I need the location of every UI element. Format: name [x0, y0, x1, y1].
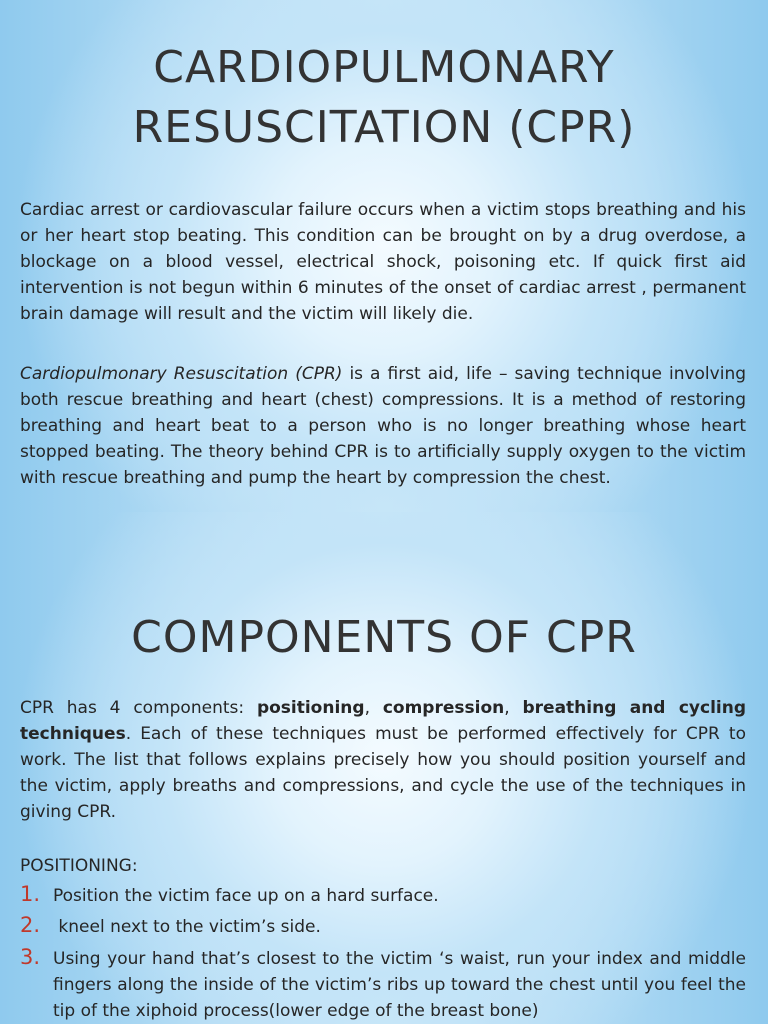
list-item-number: 2. [20, 913, 41, 937]
list-item-number: 3. [20, 945, 41, 969]
slide-components-of-cpr [0, 512, 768, 1024]
component-breathing-cycling: breathing and cycling techniques [20, 698, 746, 744]
list-item-number: 1. [20, 882, 41, 906]
component-compression: compression [382, 698, 505, 718]
cpr-definition-paragraph [20, 361, 746, 491]
slide-title-line-2: RESUSCITATION (CPR) [132, 102, 636, 153]
slide-title-line-1: CARDIOPULMONARY [153, 42, 615, 93]
intro-start: CPR has 4 components: [20, 698, 257, 718]
cardiac-arrest-paragraph: Cardiac arrest or cardiovascular failure occurs when a victim stops breathing and his or her heart stop beating. This condition can be brought on by a drug overdose, a blockage on a blood vessel, electrical shock, poisoning etc. If quick first aid intervention is not begun within 6 minutes of the onset of cardiac arrest , permanent brain damage will result and the victim will likely die. [20, 200, 746, 324]
list-item-text: Position the victim face up on a hard surface. [53, 886, 439, 906]
list-item [20, 883, 746, 909]
component-positioning: positioning [256, 698, 365, 718]
intro-separator-2: , [504, 698, 523, 718]
components-title: COMPONENTS OF CPR [131, 612, 637, 663]
list-item [20, 946, 746, 1024]
intro-separator-1: , [364, 698, 383, 718]
cpr-term: Cardiopulmonary Resuscitation (CPR) [20, 364, 343, 384]
components-intro-paragraph [20, 695, 746, 825]
list-item-text: Using your hand that’s closest to the victim ‘s waist, run your index and middle fingers along the inside of the victim’s ribs up toward the chest until you feel the tip of the xiphoid process(lower edge of the breast bone) [53, 949, 746, 1021]
intro-rest: . Each of these techniques must be performed effectively for CPR to work. The list that follows explains precisely how you should position yourself and the victim, apply breaths and compressions, and cycle the use of the techniques in giving CPR. [20, 724, 746, 822]
list-item-text: kneel next to the victim’s side. [53, 917, 321, 937]
positioning-heading: POSITIONING: [20, 856, 138, 876]
list-item [20, 914, 746, 940]
cpr-definition-text: is a first aid, life – saving technique involving both rescue breathing and heart (chest) compressions. It is a method of restoring breathing and heart beat to a person who is no longer breathing whose heart stopped beating. The theory behind CPR is to artificially supply oxygen to the victim with rescue breathing and pump the heart by compression the chest. [20, 364, 747, 488]
